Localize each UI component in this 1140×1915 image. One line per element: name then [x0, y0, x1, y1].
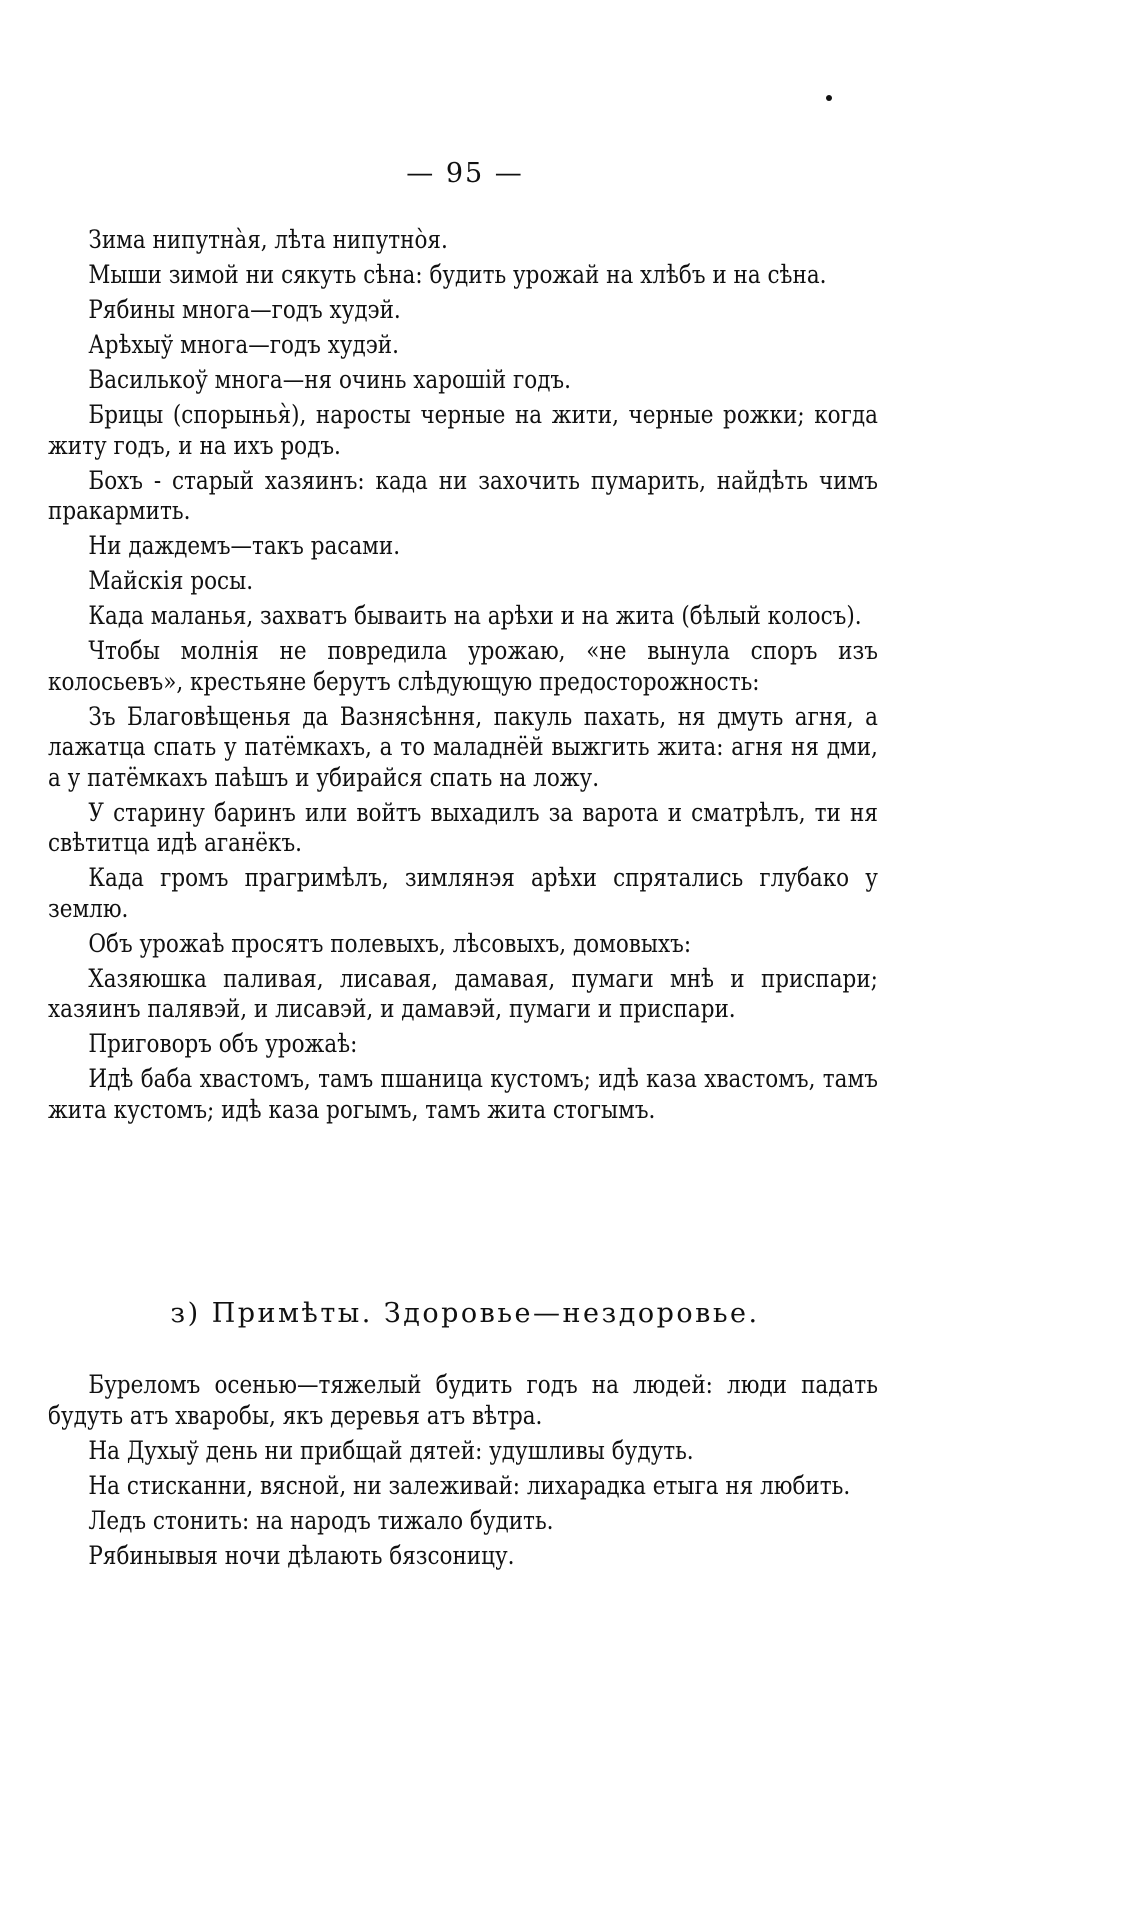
paragraph: Арѣхыў многа—годъ худэй.: [88, 330, 399, 359]
paragraph: Када маланья, захватъ бываить на арѣхи и на жита (бѣлый колосъ).: [88, 601, 862, 630]
paragraph: Мыши зимой ни сякуть сѣна: будить урожай на хлѣбъ и на сѣна.: [88, 260, 827, 289]
paragraph: Приговоръ объ урожаѣ:: [88, 1029, 358, 1058]
paragraph: Брицы (спорынья̀), наросты черные на жити, черные рожки; когда житу годъ, и на ихъ родъ.: [48, 400, 878, 460]
paragraph: Чтобы молнія не повредила урожаю, «не вынула споръ изъ колосьевъ», крестьяне берутъ слѣдующую предосторожность:: [48, 636, 878, 696]
paragraph: На стисканни, вясной, ни залеживай: лихарадка етыга ня любить.: [88, 1470, 851, 1500]
page-number: — 95 —: [406, 158, 524, 189]
paragraph: Ледъ стонить: на народъ тижало будить.: [88, 1505, 554, 1535]
paragraph: Василькоў многа—ня очинь харошій годъ.: [88, 365, 571, 394]
paragraph: Майскія росы.: [88, 566, 254, 595]
paragraph: Зъ Благовѣщенья да Вазнясѣння, пакуль пахать, ня дмуть агня, а лажатца спать у патёмкахъ, а то маладнёй выжгить жита: агня ня дми, а у патёмкахъ паѣшъ и убирайся спать на ложу.: [48, 701, 878, 792]
paragraph: Объ урожаѣ просятъ полевыхъ, лѣсовыхъ, домовыхъ:: [88, 928, 692, 958]
paragraph: У старину баринъ или войтъ выхадилъ за варота и сматрѣлъ, ти ня свѣтитца идѣ аганёкъ.: [48, 797, 878, 857]
paragraph: Ни даждемъ—такъ расами.: [88, 531, 401, 560]
paragraph: Зима нипутнàя, лѣта нипутнòя.: [88, 225, 448, 254]
paragraph: На Духыў день ни прибщай дятей: удушливы будуть.: [88, 1435, 694, 1465]
ink-speck: [826, 95, 832, 101]
paragraph: Рябинывыя ночи дѣлають бязсоницу.: [88, 1540, 515, 1570]
paragraph: Хазяюшка паливая, лисавая, дамавая, пумаги мнѣ и приспари; хазяинъ палявэй, и лисавэй, и дамавэй, пумаги и приспари.: [48, 963, 878, 1023]
text-block-bottom: [48, 1370, 878, 1576]
section-title: з) Примѣты. Здоровье—нездоровье.: [170, 1298, 760, 1329]
paragraph: Бохъ - старый хазяинъ: када ни захочить пумарить, найдѣть чимъ пракармить.: [48, 465, 878, 525]
text-block-top: [48, 225, 878, 1130]
paragraph: Идѣ баба хвастомъ, тамъ пшаница кустомъ; идѣ каза хвастомъ, тамъ жита кустомъ; идѣ каза рогымъ, тамъ жита стогымъ.: [48, 1064, 878, 1124]
paragraph: Буреломъ осенью—тяжелый будить годъ на людей: люди падать будуть атъ хваробы, якъ деревья атъ вѣтра.: [48, 1370, 878, 1430]
paragraph: Када громъ прагримѣлъ, зимлянэя арѣхи спрятались глубако у землю.: [48, 863, 878, 923]
paragraph: Рябины многа—годъ худэй.: [88, 295, 401, 324]
